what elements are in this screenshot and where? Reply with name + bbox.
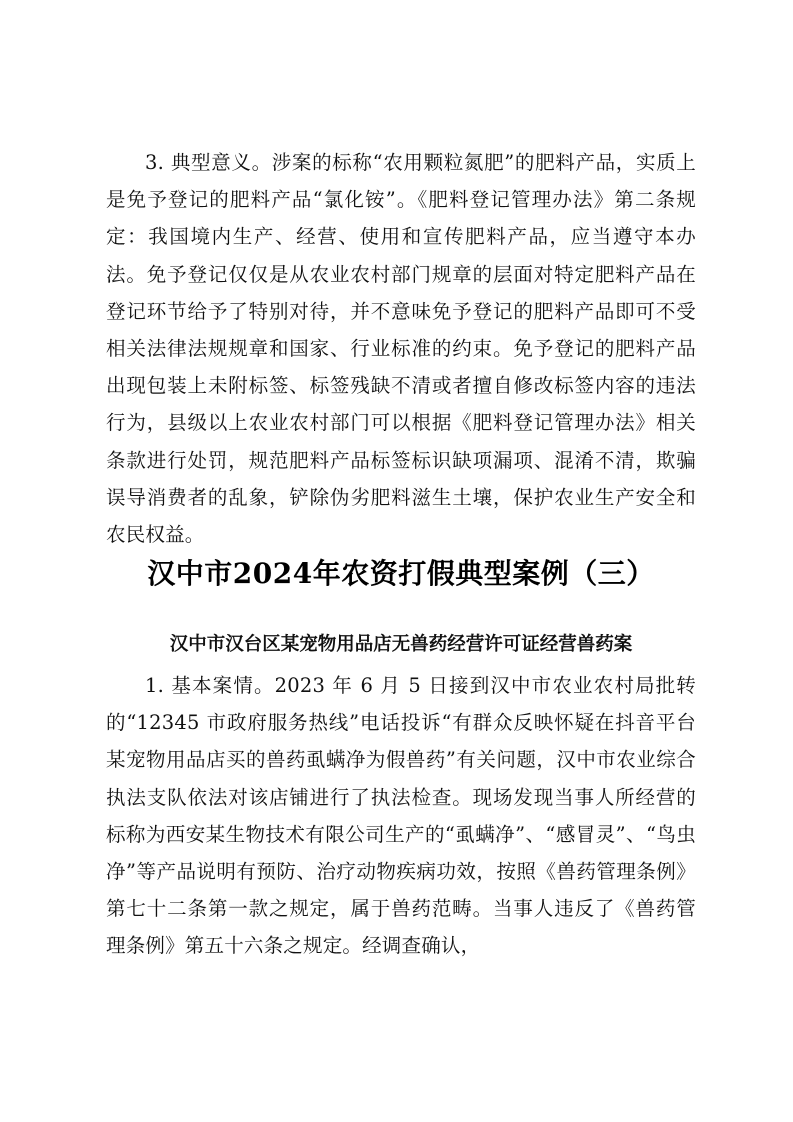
case-title: 汉中市汉台区某宠物用品店无兽药经营许可证经营兽药案 [169,634,633,655]
paragraph-basic-facts: 1. 基本案情。2023 年 6 月 5 日接到汉中市农业农村局批转的“12345 市政府服务热线”电话投诉“有群众反映怀疑在抖音平台某宠物用品店买的兽药虱螨净为假兽药”有关问题，汉中市农业综合执法支队依法对该店铺进行了执法检查。现场发现当事人所经营的标称为西安某生物技术有限公司生产的“虱螨净”、“感冒灵”、“鸟虫净”等产品说明有预防、治疗动物疾病功效，按照《兽药管理条例》第七十二条第一款之规定，属于兽药范畴。当事人违反了《兽药管理条例》第五十六条之规定。经调查确认， [106,674,696,958]
section-title: 汉中市2024年农资打假典型案例（三） [147,557,655,590]
paragraph-typical-significance: 3. 典型意义。涉案的标称“农用颗粒氮肥”的肥料产品，实质上是免予登记的肥料产品“氯化铵”。《肥料登记管理办法》第二条规定：我国境内生产、经营、使用和宣传肥料产品，应当遵守本办法。免予登记仅仅是从农业农村部门规章的层面对特定肥料产品在登记环节给予了特别对待，并不意味免予登记的肥料产品即可不受相关法律法规规章和国家、行业标准的约束。免予登记的肥料产品出现包装上未附标签、标签残缺不清或者擅自修改标签内容的违法行为，县级以上农业农村部门可以根据《肥料登记管理办法》相关条款进行处罚，规范肥料产品标签标识缺项漏项、混淆不清，欺骗误导消费者的乱象，铲除伪劣肥料滋生土壤，保护农业生产安全和农民权益。 [106,151,696,547]
